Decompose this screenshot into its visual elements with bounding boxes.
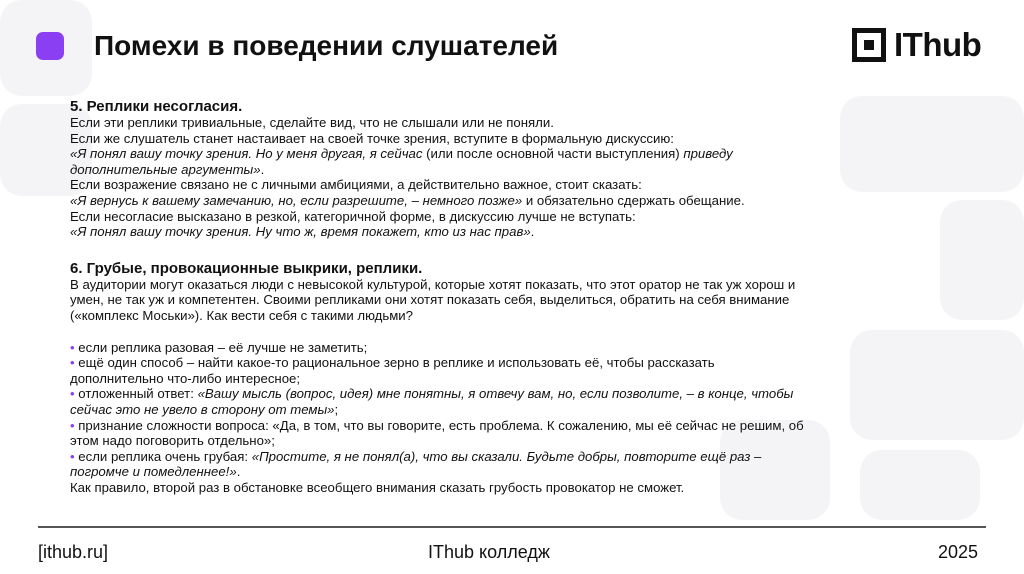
body-line [70,224,910,240]
spacer [70,240,910,260]
list-item-text: признание сложности вопроса: «Да, в том, что вы говорите, есть проблема. К сожалению, мы её сейчас не решим, об [74,417,804,433]
list-item-continuation [70,464,910,480]
footer-year: 2025 [938,542,979,562]
body-line: Если возражение связано не с личными амбициями, а действительно важное, стоит сказать: [70,177,642,193]
body-text: . [530,224,535,240]
body-line: В аудитории могут оказаться люди с невысокой культурой, которые хотят показать, что этот оратор не так уж хорош и [70,276,796,292]
quote-text: «Вашу мысль (вопрос, идея) мне понятны, я отвечу вам, но, если позволите, – в конце, чтобы [197,386,794,402]
list-item-text: если реплика очень грубая: [74,448,252,464]
slide-body [70,98,910,495]
list-item-continuation: дополнительно что-либо интересное; [70,370,301,386]
list-item-text: ещё один способ – найти какое-то рациональное зерно в реплике и использовать её, чтобы рассказать [74,355,715,371]
body-text: (или после основной части выступления) [422,146,684,162]
body-line: («комплекс Моськи»). Как вести себя с такими людьми? [70,307,414,323]
body-line [70,162,910,178]
quote-text: дополнительные аргументы» [70,161,261,177]
body-text: . [236,464,241,480]
quote-text: «Я понял вашу точку зрения. Ну что ж, время покажет, кто из нас прав» [70,224,531,240]
quote-text: «Я вернусь к вашему замечанию, но, если разрешите, – немного позже» [70,192,523,208]
section-5-heading: 5. Реплики несогласия. [70,98,243,115]
body-line: Если эти реплики тривиальные, сделайте вид, что не слышали или не поняли. [70,115,554,130]
quote-text: «Я понял вашу точку зрения. Но у меня другая, я сейчас [70,146,423,162]
body-text: . [260,161,265,177]
logo-text: IThub [894,26,982,63]
body-text: и обязательно сдержать обещание. [522,192,745,208]
body-line: умен, не так уж и компетентен. Своими репликами они хотят показать себя, выделиться, обратить на себя внимание [70,292,790,308]
list-item-text: отложенный ответ: [74,386,198,402]
title-accent-square [36,32,64,60]
list-item [70,355,910,371]
body-line: Если несогласие высказано в резкой, категоричной форме, в дискуссию лучше не вступать: [70,208,636,224]
quote-text: сейчас это не увело в сторону от темы» [70,401,335,417]
bullet-icon: • [70,417,75,433]
ithub-logo [852,26,981,64]
list-item [70,449,910,465]
list-item [70,340,910,356]
footer-divider [38,526,986,528]
list-item [70,418,910,434]
body-text: ; [334,401,339,417]
spacer [70,324,910,340]
quote-text: «Простите, я не понял(а), что вы сказали. Будьте добры, повторите ещё раз – [251,448,762,464]
list-item-text: если реплика разовая – её лучше не заметить; [74,339,368,355]
quote-text: погромче и помедленнее!» [70,464,237,480]
closing-line: Как правило, второй раз в обстановке всеобщего внимания сказать грубость провокатор не сможет. [70,479,685,495]
slide-title: Помехи в поведении слушателей [94,30,559,61]
body-line [70,146,910,162]
background-tile [940,200,1024,320]
bullet-icon: • [70,386,75,402]
bullet-icon: • [70,339,75,355]
bullet-icon: • [70,355,75,371]
footer-site: [ithub.ru] [38,542,109,562]
logo-square-icon [852,28,886,62]
body-line: Если же слушатель станет настаивает на своей точке зрения, вступите в формальную дискуссию: [70,130,674,146]
body-line [70,193,910,209]
slide-header [36,30,558,62]
list-item [70,386,910,402]
section-6-heading: 6. Грубые, провокационные выкрики, реплики. [70,259,423,277]
bullet-icon: • [70,448,75,464]
footer-college: IThub колледж [428,542,550,562]
list-item-continuation [70,402,910,418]
quote-text: приведу [683,146,733,162]
list-item-continuation: этом надо поговорить отдельно»; [70,433,275,449]
